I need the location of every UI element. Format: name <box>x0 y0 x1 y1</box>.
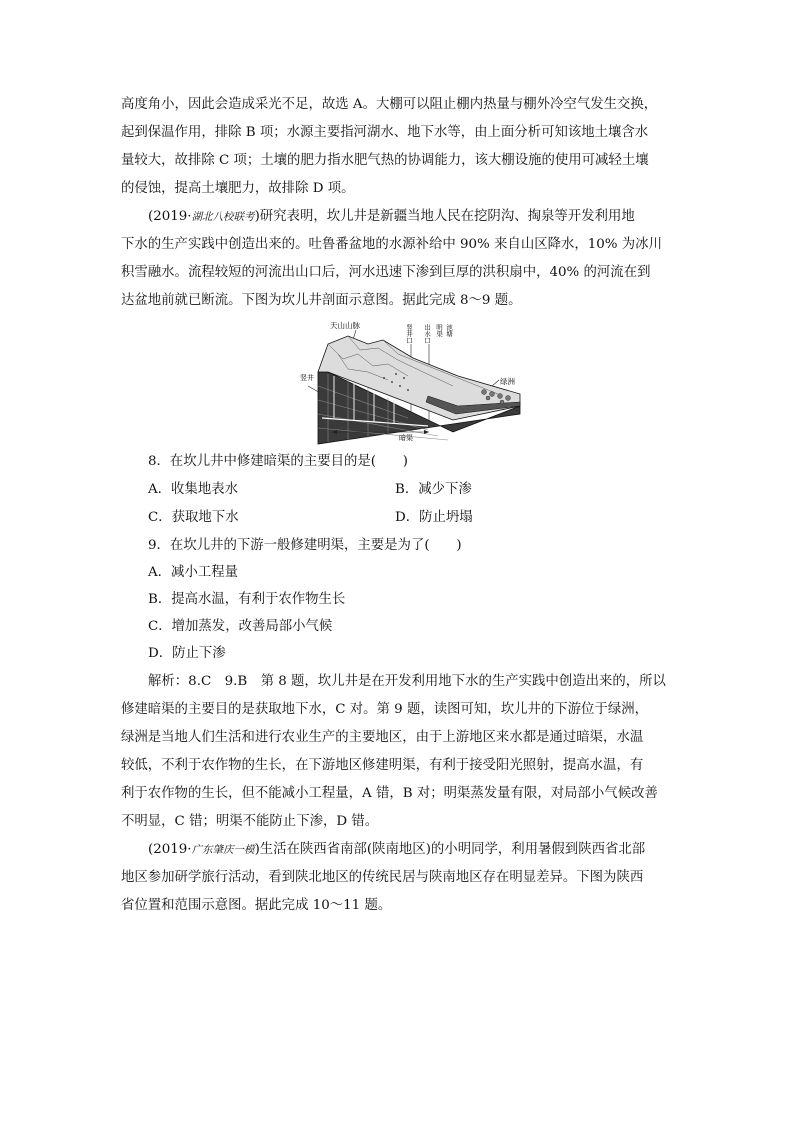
label-canal: 明渠 <box>435 324 443 337</box>
para3-year: (2019· <box>148 842 192 857</box>
para1-line2: 起到保温作用，排除 B 项；水源主要指河湖水、地下水等，由上面分析可知该地土壤含水 <box>121 125 649 140</box>
q9-stem: 9．在坎儿井的下游一般修建明渠，主要是为了( ) <box>148 538 462 553</box>
label-outlet: 出水口 <box>423 324 431 344</box>
para2-line3: 积雪融水。流程较短的河流出山口后，河水迅速下渗到巨厚的洪积扇中，40% 的河流在到 <box>121 265 651 280</box>
para3-source: 广东肇庆一模 <box>191 844 255 856</box>
answer-line5: 利于农作物的生长，但不能减小工程量，A 错，B 对；明渠蒸发量有限，对局部小气候改善 <box>121 786 658 801</box>
q9-option-b: B．提高水温，有利于农作物生长 <box>148 592 346 607</box>
q9-option-c: C．增加蒸发，改善局部小气候 <box>148 619 333 634</box>
para2-source: 湖北八校联考 <box>191 211 255 223</box>
para2-line1 <box>148 207 635 227</box>
answer-line3: 绿洲是当地人们生活和进行农业生产的主要地区，由于上游地区来水都是通过暗渠，水温 <box>121 730 644 745</box>
label-oasis: 绿洲 <box>500 377 515 386</box>
para3-line1 <box>148 840 645 860</box>
leader-oasis <box>492 380 499 386</box>
label-shaft-top: 竖井口 <box>405 324 413 344</box>
para3-line1-rest: )生活在陕西省南部(陕南地区)的小明同学，利用暑假到陕西省北部 <box>254 842 646 857</box>
answer-line1: 解析：8.C 9.B 第 8 题，坎儿井是在开发利用地下水的生产实践中创造出来的，所以 <box>148 674 666 689</box>
arrow-right <box>424 430 429 434</box>
label-tianshan: 天山山脉 <box>330 321 360 330</box>
q8-option-b: B．减少下渗 <box>395 482 472 497</box>
para2-year: (2019· <box>148 209 192 224</box>
q8-stem: 8．在坎儿井中修建暗渠的主要目的是( ) <box>148 454 408 469</box>
q8-option-c: C．获取地下水 <box>148 510 239 525</box>
q8-option-d: D．防止坍塌 <box>395 510 473 525</box>
answer-line6: 不明显，C 错；明渠不能防止下渗，D 错。 <box>121 814 379 829</box>
label-tunnel: 暗渠 <box>399 434 413 442</box>
para2-line4: 达盆地前就已断流。下图为坎儿井剖面示意图。据此完成 8～9 题。 <box>121 293 522 308</box>
q9-option-d: D．防止下渗 <box>148 646 226 661</box>
q8-option-a: A．收集地表水 <box>148 482 239 497</box>
para1-line4: 的侵蚀，提高土壤肥力，故排除 D 项。 <box>121 181 355 196</box>
answer-line4: 较低，不利于农作物的生长，在下游地区修建明渠，有利于接受阳光照射，提高水温，有 <box>121 758 644 773</box>
answer-line2: 修建暗渠的主要目的是获取地下水，C 对。第 9 题，读图可知，坎儿井的下游位于绿洲， <box>121 702 648 717</box>
para1-line3: 量较大，故排除 C 项；土壤的肥力指水肥气热的协调能力，该大棚设施的使用可减轻土壤 <box>121 153 649 168</box>
para3-line2: 地区参加研学旅行活动，看到陕北地区的传统民居与陕南地区存在明显差异。下图为陕西 <box>121 870 644 885</box>
q9-option-a: A．减小工程量 <box>148 565 239 580</box>
karez-figure <box>288 314 532 448</box>
para2-line1-rest: )研究表明，坎儿井是新疆当地人民在挖阴沟、掏泉等开发利用地 <box>254 209 635 224</box>
label-pond: 池塘 <box>445 324 453 337</box>
para2-line2: 下水的生产实践中创造出来的。吐鲁番盆地的水源补给中 90% 来自山区降水，10% 为冰川 <box>121 237 662 252</box>
label-shaft-left: 竖井 <box>300 374 314 382</box>
para3-line3: 省位置和范围示意图。据此完成 10～11 题。 <box>121 898 392 913</box>
para1-line1: 高度角小，因此会造成采光不足，故选 A。大棚可以阻止棚内热量与棚外冷空气发生交换， <box>121 97 658 112</box>
